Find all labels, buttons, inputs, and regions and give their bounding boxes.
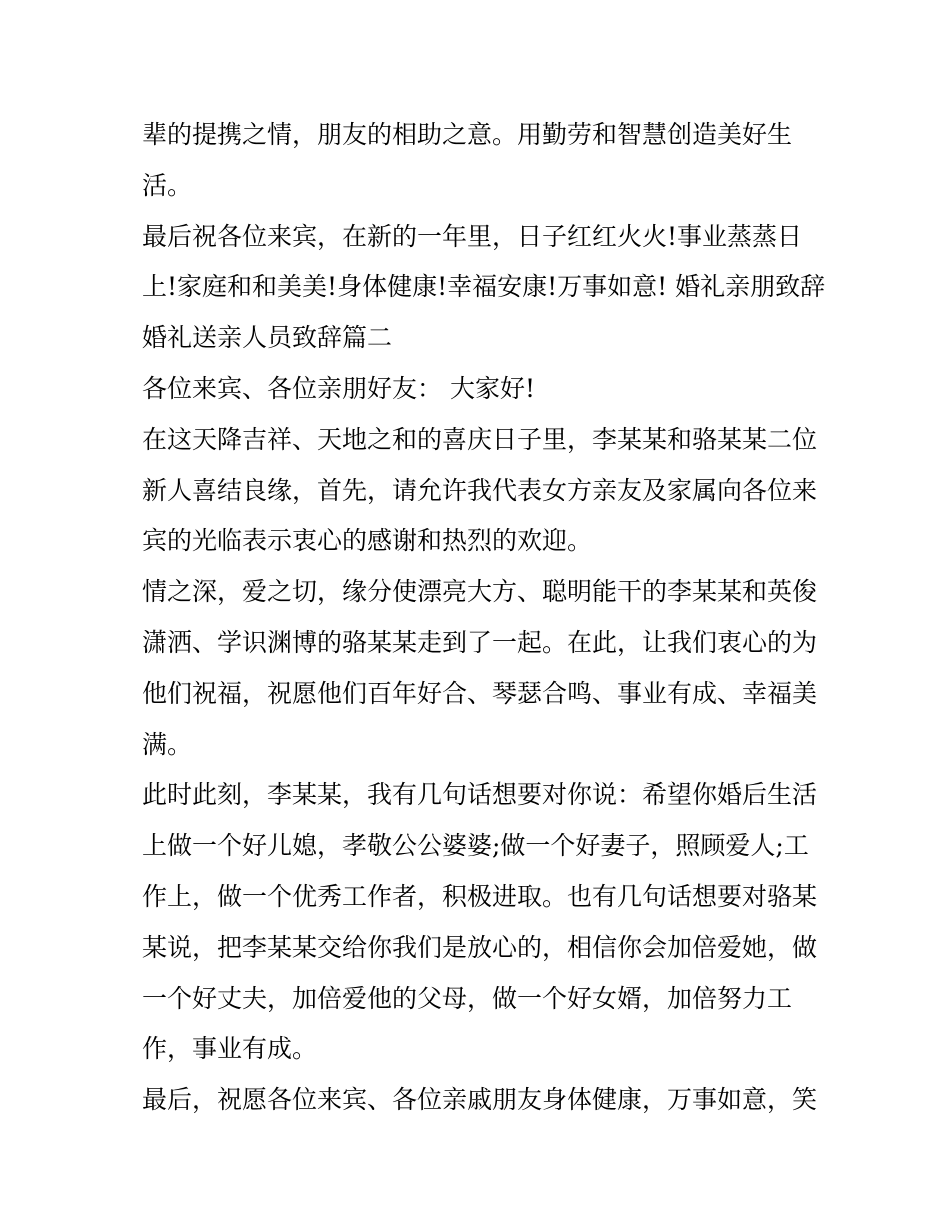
text-line: 作，事业有成。 [142, 1034, 318, 1064]
text-line: 上做一个好儿媳，孝敬公公婆婆;做一个好妻子，照顾爱人;工 [142, 831, 809, 861]
text-line: 某说，把李某某交给你我们是放心的，相信你会加倍爱她，做 [142, 932, 818, 962]
text-line: 上!家庭和和美美!身体健康!幸福安康!万事如意! 婚礼亲朋致辞 [142, 272, 826, 302]
text-line: 辈的提携之情，朋友的相助之意。用勤劳和智慧创造美好生 [142, 120, 793, 149]
section-heading: 婚礼送亲人员致辞篇二 [142, 323, 393, 353]
text-line: 新人喜结良缘，首先，请允许我代表女方亲友及家属向各位来 [142, 475, 818, 505]
body-text [142, 110, 826, 1126]
text-line: 宾的光临表示衷心的感谢和热烈的欢迎。 [142, 526, 593, 556]
text-line: 潇洒、学识渊博的骆某某走到了一起。在此，让我们衷心的为 [142, 627, 818, 657]
text-line: 活。 [142, 170, 193, 200]
text-line: 他们祝福，祝愿他们百年好合、琴瑟合鸣、事业有成、幸福美 [142, 678, 818, 708]
text-line: 此时此刻，李某某，我有几句话想要对你说：希望你婚后生活 [142, 780, 818, 810]
text-line: 作上，做一个优秀工作者，积极进取。也有几句话想要对骆某 [142, 881, 818, 911]
text-line: 最后，祝愿各位来宾、各位亲戚朋友身体健康，万事如意，笑 [142, 1085, 818, 1115]
text-line: 满。 [142, 729, 193, 759]
text-line: 最后祝各位来宾，在新的一年里，日子红红火火!事业蒸蒸日 [142, 221, 803, 251]
text-line: 情之深，爱之切，缘分使漂亮大方、聪明能干的李某某和英俊 [142, 577, 818, 607]
text-line: 在这天降吉祥、天地之和的喜庆日子里，李某某和骆某某二位 [142, 424, 818, 454]
text-line: 一个好丈夫，加倍爱他的父母，做一个好女婿，加倍努力工 [142, 983, 793, 1013]
salutation: 各位来宾、各位亲朋好友： 大家好! [142, 373, 535, 403]
